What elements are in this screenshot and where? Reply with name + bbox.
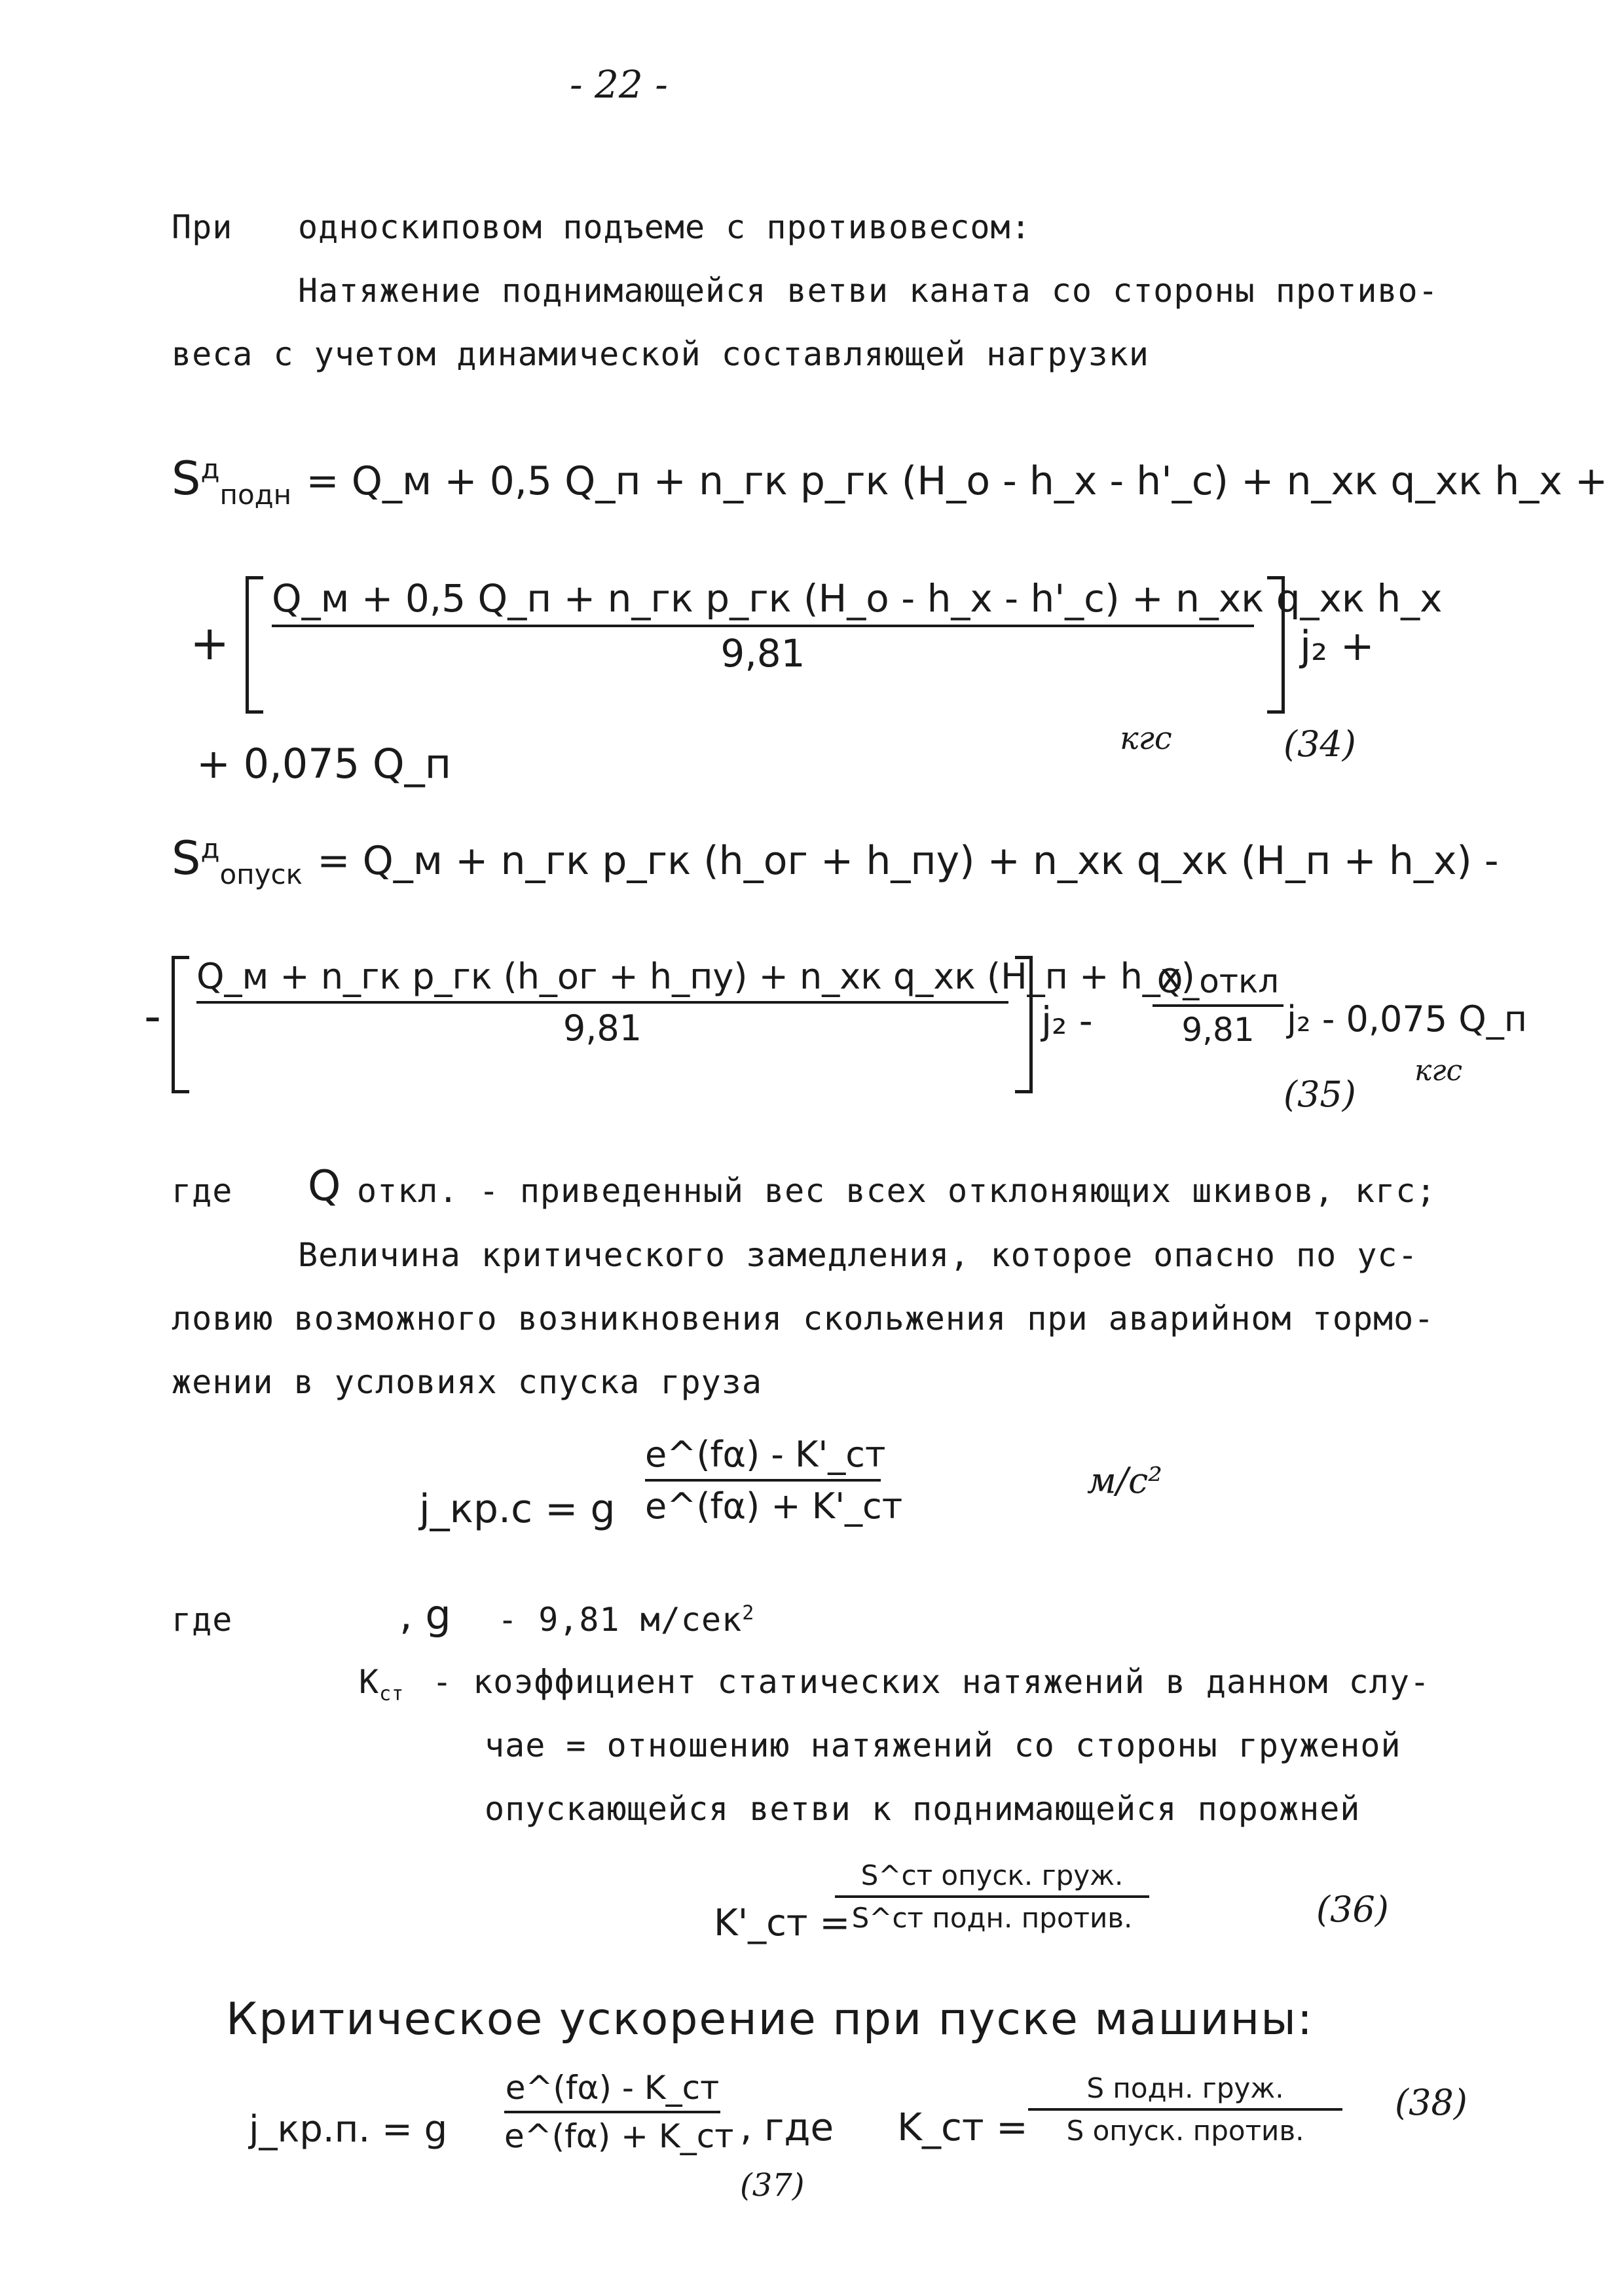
unit-ms2: м/с² xyxy=(1087,1460,1162,1501)
fraction-denominator: 9,81 xyxy=(1181,1011,1255,1049)
fraction-numerator: Q_откл xyxy=(1156,962,1280,1000)
fraction-denominator: S опуск. против. xyxy=(1066,2115,1304,2147)
fraction-numerator: S подн. груж. xyxy=(1086,2072,1284,2104)
right-bracket xyxy=(1015,956,1033,1093)
fraction-denominator: e^(fα) + K_ст xyxy=(504,2117,734,2155)
fraction-bar xyxy=(272,625,1254,627)
formula-36-lhs: K'_ст = xyxy=(714,1902,851,1944)
paragraph-line: жении в условиях спуска груза xyxy=(172,1363,762,1401)
fraction-numerator: Q_м + 0,5 Q_п + n_гк p_гк (H_о - h_х - h'_с) + n_хк q_хк h_х xyxy=(272,576,1443,621)
formula-35-line1: $S^д_{опуск}$ = Q_м + n_гк p_гк (h_ог + h_пу) + n_хк q_хк (H_п + h_х) - xyxy=(172,831,1499,890)
formula-jkrc-lhs: j_кр.с = g xyxy=(419,1486,616,1532)
q-definition: откл. - приведенный вес всех отклоняющих шкивов, кгс; xyxy=(357,1172,1437,1210)
paragraph-line: Натяжение поднимающейся ветви каната со стороны противо- xyxy=(298,272,1439,310)
paragraph-intro: односкиповом подъеме с противовесом: xyxy=(298,208,1031,246)
unit-kgs: кгс xyxy=(1120,720,1172,757)
formula-34-tail: j₂ + xyxy=(1300,622,1375,670)
where-label: где xyxy=(172,1172,233,1210)
paragraph-line: веса с учетом динамической составляющей нагрузки xyxy=(172,335,1149,373)
formula-34-plus: + xyxy=(190,615,230,670)
formula-38-lhs: K_ст = xyxy=(897,2105,1028,2149)
left-bracket xyxy=(172,956,189,1093)
paragraph-label-pri: При xyxy=(172,208,233,246)
formula-jkrc-fraction xyxy=(645,1434,903,1527)
equation-number-38: (38) xyxy=(1395,2082,1467,2123)
fraction-bar xyxy=(645,1479,881,1482)
equation-number-34: (34) xyxy=(1283,723,1356,765)
formula-36-fraction xyxy=(835,1859,1149,1934)
where-label: где xyxy=(172,1601,233,1639)
formula-38-fraction xyxy=(1028,2072,1342,2147)
formula-35-tail: j₂ - 0,075 Q_п xyxy=(1287,998,1528,1040)
fraction-bar xyxy=(504,2111,720,2113)
kst-definition: опускающейся ветви к поднимающейся порожней xyxy=(485,1790,1361,1828)
kst-symbol: $K_{ст}$ xyxy=(359,1663,405,1705)
page-number: - 22 - xyxy=(570,62,668,107)
kst-definition: - коэффициент статических натяжений в данном слу- xyxy=(432,1663,1431,1701)
equation-number-37: (37) xyxy=(740,2167,805,2204)
fraction-denominator: e^(fα) + K'_ст xyxy=(645,1485,903,1527)
paragraph-line: ловию возможного возникновения скольжения при аварийном тормо- xyxy=(172,1300,1435,1338)
equation-number-35: (35) xyxy=(1283,1074,1356,1115)
fraction-denominator: 9,81 xyxy=(720,631,805,676)
formula-35-j: j₂ - xyxy=(1041,998,1093,1043)
fraction-denominator: S^ст подн. против. xyxy=(851,1902,1133,1934)
formula-jkrp-lhs: j_кр.п. = g xyxy=(249,2108,448,2151)
formula-jkrp-fraction xyxy=(504,2069,734,2155)
q-symbol: Q xyxy=(308,1162,341,1211)
fraction-bar xyxy=(835,1895,1149,1898)
formula-jkrp-where: , где xyxy=(740,2105,834,2149)
fraction-numerator: e^(fα) - K'_ст xyxy=(645,1434,886,1475)
formula-34-line3: + 0,075 Q_п xyxy=(196,740,452,788)
fraction-bar xyxy=(1028,2108,1342,2111)
fraction-bar xyxy=(196,1001,1008,1004)
equation-number-36: (36) xyxy=(1316,1889,1389,1930)
g-symbol: , g xyxy=(399,1591,451,1639)
fraction-bar xyxy=(1153,1004,1283,1007)
right-bracket xyxy=(1267,576,1285,714)
formula-35-qotkl-fraction xyxy=(1153,962,1283,1049)
fraction-numerator: S^ст опуск. груж. xyxy=(860,1859,1124,1891)
unit-kgs: кгс xyxy=(1414,1054,1463,1087)
section-title-critical-acceleration: Критическое ускорение при пуске машины: xyxy=(226,1994,1314,2045)
formula-35-minus: - xyxy=(144,989,161,1044)
formula-34-line1: $S^д_{подн}$ = Q_м + 0,5 Q_п + n_гк p_гк (H_о - h_х - h'_с) + n_хк q_хк h_х + xyxy=(172,452,1608,511)
fraction-numerator: Q_м + n_гк p_гк (h_ог + h_пу) + n_хк q_хк (H_п + h_х) xyxy=(196,956,1195,997)
fraction-denominator: 9,81 xyxy=(563,1008,642,1049)
paragraph-line: Величина критического замедления, которое опасно по ус- xyxy=(298,1236,1418,1274)
fraction-numerator: e^(fα) - K_ст xyxy=(505,2069,720,2107)
g-definition: - 9,81 м/сек$^2$ xyxy=(498,1601,755,1639)
left-bracket xyxy=(246,576,263,714)
kst-definition: чае = отношению натяжений со стороны груженой xyxy=(485,1726,1401,1764)
